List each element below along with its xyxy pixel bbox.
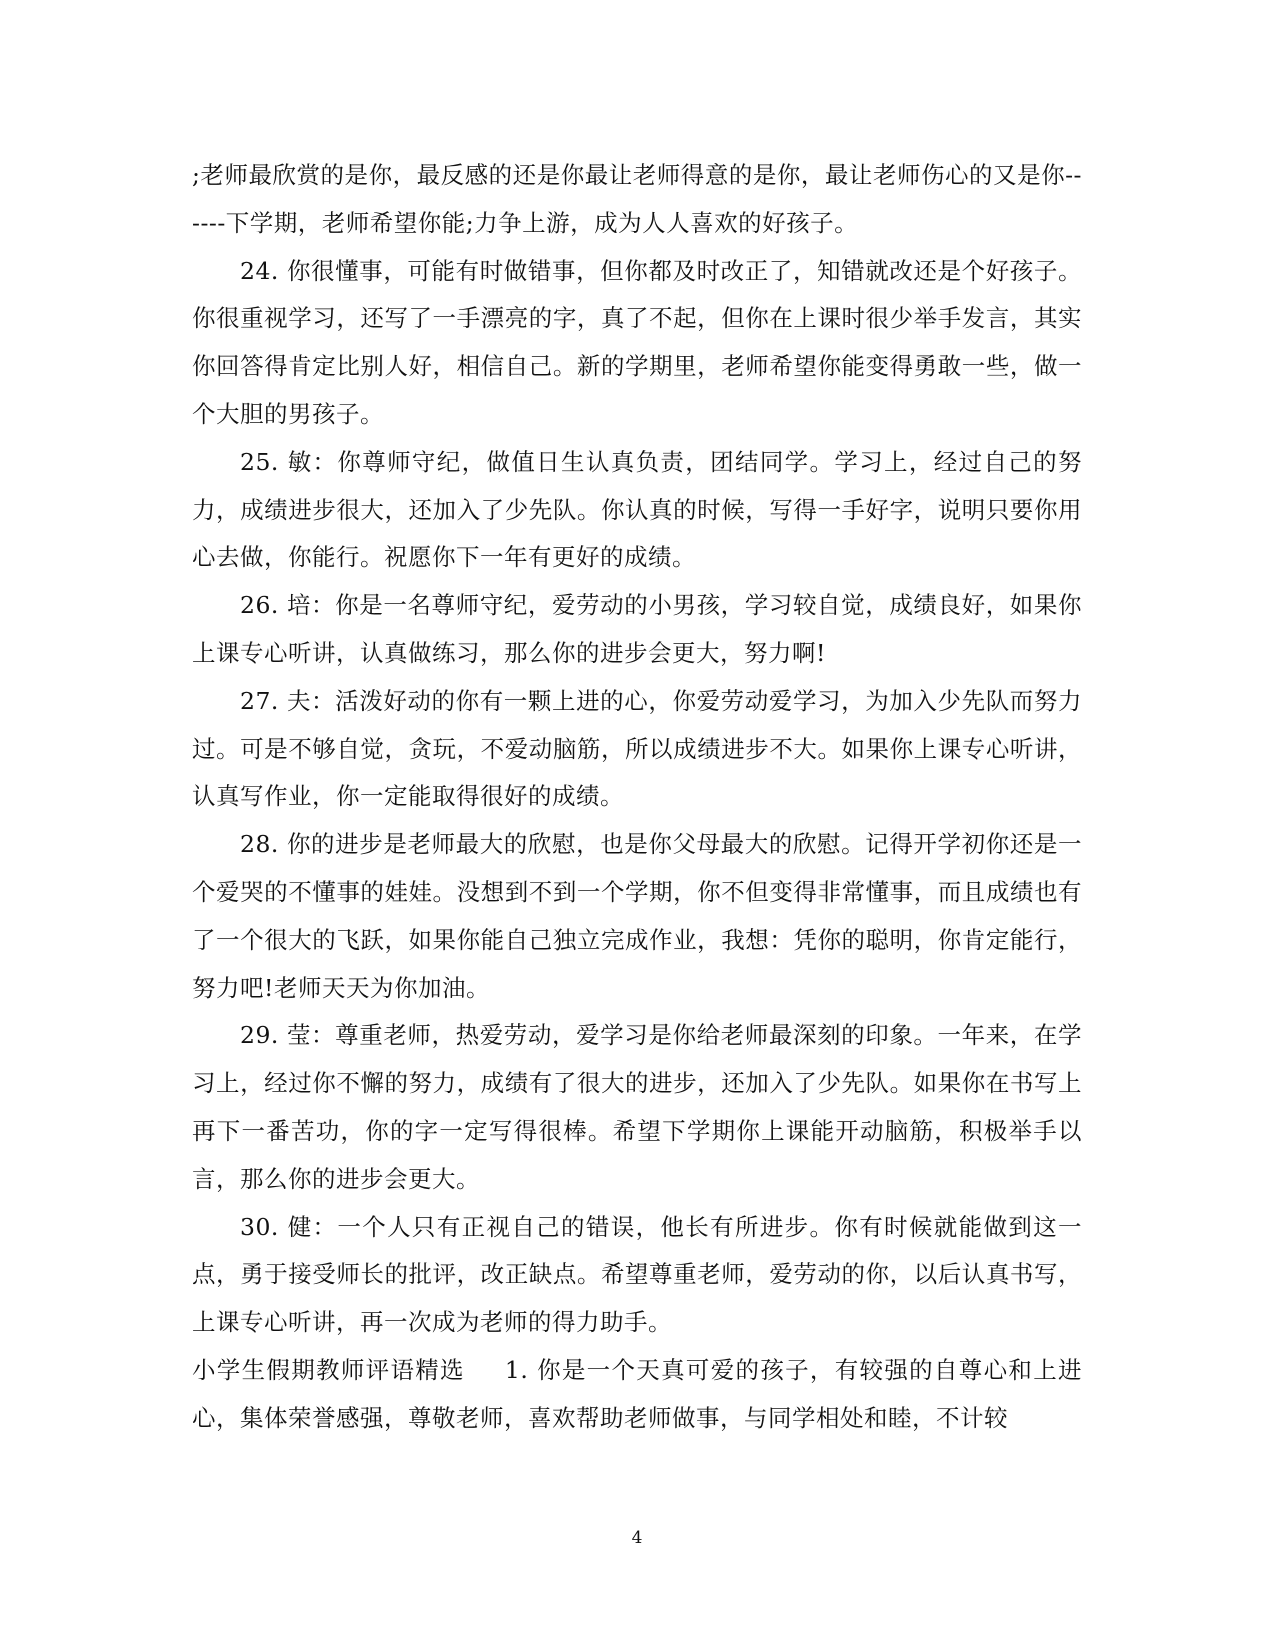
paragraph-29: 29. 莹：尊重老师，热爱劳动，爱学习是你给老师最深刻的印象。一年来，在学习上，经过你不懈的努力，成绩有了很大的进步，还加入了少先队。如果你在书写上再下一番苦功，你的字一定写得很棒。希望下学期你上课能开动脑筋，积极举手以言，那么你的进步会更大。	[192, 1021, 1082, 1193]
paragraph-26: 26. 培：你是一名尊师守纪，爱劳动的小男孩，学习较自觉，成绩良好，如果你上课专心听讲，认真做练习，那么你的进步会更大，努力啊!	[192, 591, 1082, 667]
page-number: 4	[631, 1528, 643, 1548]
paragraph-28: 28. 你的进步是老师最大的欣慰，也是你父母最大的欣慰。记得开学初你还是一个爱哭的不懂事的娃娃。没想到不到一个学期，你不但变得非常懂事，而且成绩也有了一个很大的飞跃，如果你能自己独立完成作业，我想：凭你的聪明，你肯定能行，努力吧!老师天天为你加油。	[192, 830, 1082, 1002]
paragraph-24: 24. 你很懂事，可能有时做错事，但你都及时改正了，知错就改还是个好孩子。你很重视学习，还写了一手漂亮的字，真了不起，但你在上课时很少举手发言，其实你回答得肯定比别人好，相信自己。新的学期里，老师希望你能变得勇敢一些，做一个大胆的男孩子。	[192, 256, 1082, 428]
section-first-item: 1. 你是一个天真可爱的孩子，有较强的自尊心和上进心，集体荣誉感强，尊敬老师，喜欢帮助老师做事，与同学相处和睦，不计较	[192, 1355, 1082, 1432]
document-body	[192, 152, 1082, 1443]
section-paragraph	[192, 1347, 1082, 1443]
paragraph-continuation: ;老师最欣赏的是你，最反感的还是你最让老师得意的是你，最让老师伤心的又是你------下学期，老师希望你能;力争上游，成为人人喜欢的好孩子。	[192, 161, 1082, 237]
paragraph-25: 25. 敏：你尊师守纪，做值日生认真负责，团结同学。学习上，经过自己的努力，成绩进步很大，还加入了少先队。你认真的时候，写得一手好字，说明只要你用心去做，你能行。祝愿你下一年有更好的成绩。	[192, 447, 1082, 572]
paragraph-30: 30. 健：一个人只有正视自己的错误，他长有所进步。你有时候就能做到这一点，勇于接受师长的批评，改正缺点。希望尊重老师，爱劳动的你，以后认真书写，上课专心听讲，再一次成为老师的得力助手。	[192, 1212, 1082, 1337]
section-heading: 小学生假期教师评语精选	[192, 1355, 465, 1384]
paragraph-27: 27. 夫：活泼好动的你有一颗上进的心，你爱劳动爱学习，为加入少先队而努力过。可是不够自觉，贪玩，不爱动脑筋，所以成绩进步不大。如果你上课专心听讲，认真写作业，你一定能取得很好的成绩。	[192, 686, 1082, 811]
